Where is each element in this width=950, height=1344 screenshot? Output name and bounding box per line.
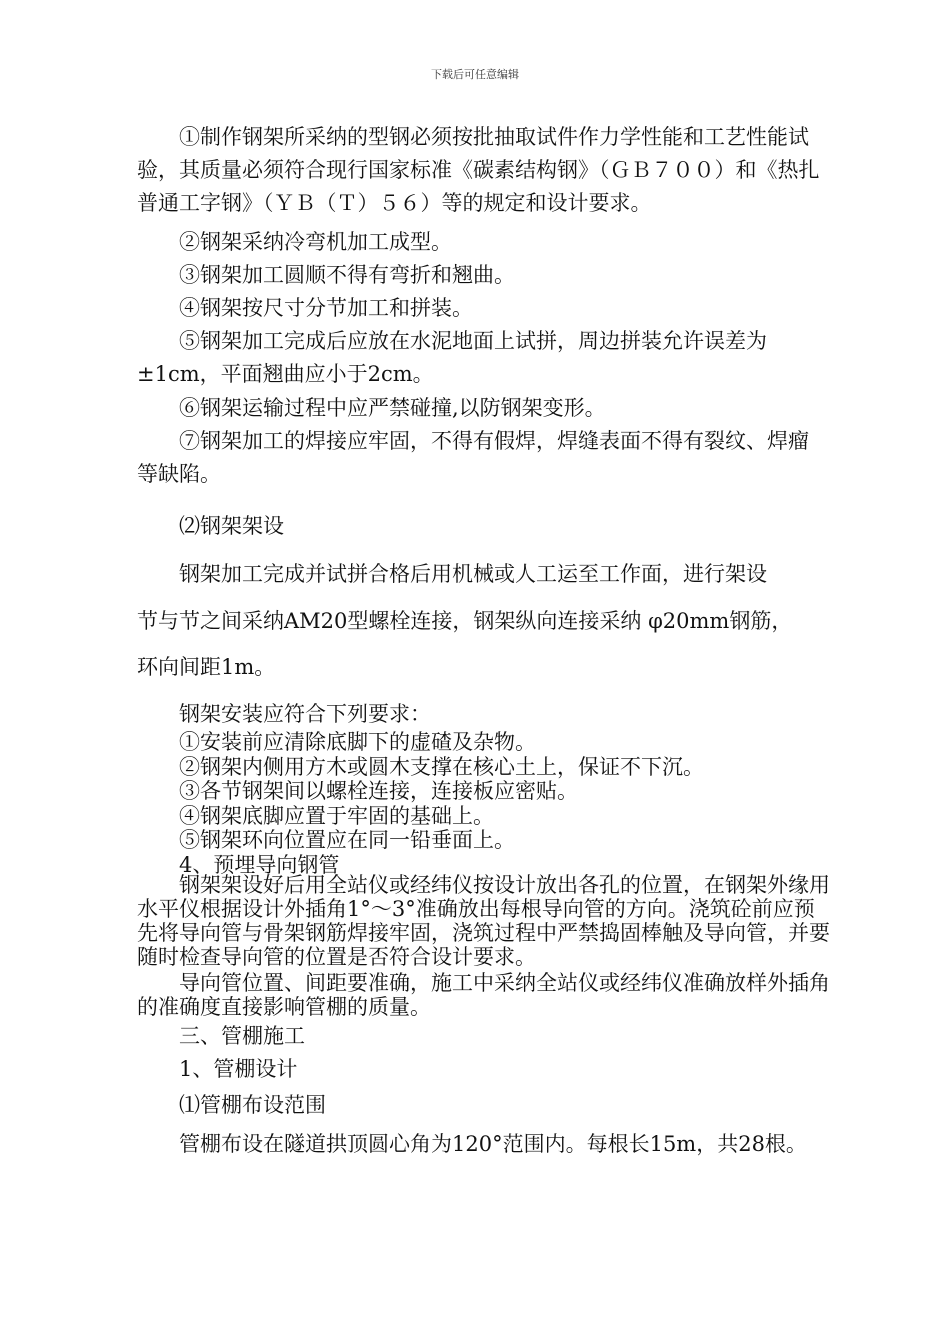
paragraph-item-4: ④钢架按尺寸分节加工和拼装。 bbox=[179, 296, 473, 320]
erection-line-1: 钢架加工完成并试拼合格后用机械或人工运至工作面，进行架设 bbox=[179, 562, 767, 586]
layout-range-paragraph: 管棚布设在隧道拱顶圆心角为120°范围内。每根长15m，共28根。 bbox=[179, 1132, 807, 1156]
section-heading-pipe-shed: 三、管棚施工 bbox=[179, 1024, 305, 1048]
paragraph-item-1: ①制作钢架所采纳的型钢必须按批抽取试件作力学性能和工艺性能试验，其质量必须符合现行国家标准《碳素结构钢》（ＧＢ７００）和《热扎普通工字钢》（ＹＢ（Ｔ）５６）等的规定和设计要求。 bbox=[137, 125, 820, 215]
install-requirement-5: ⑤钢架环向位置应在同一铅垂面上。 bbox=[179, 828, 515, 852]
section-heading-layout-range: ⑴管棚布设范围 bbox=[179, 1093, 326, 1117]
page-header-note: 下载后可任意编辑 bbox=[431, 68, 519, 81]
section-heading-steel-frame-erection: ⑵钢架架设 bbox=[179, 514, 284, 538]
paragraph-item-5: ⑤钢架加工完成后应放在水泥地面上试拼，周边拼装允许误差为±1cm，平面翘曲应小于2cm。 bbox=[137, 329, 767, 386]
install-requirement-4: ④钢架底脚应置于牢固的基础上。 bbox=[179, 804, 494, 828]
install-requirement-1: ①安装前应清除底脚下的虚碴及杂物。 bbox=[179, 730, 536, 754]
paragraph-item-2: ②钢架采纳冷弯机加工成型。 bbox=[179, 230, 452, 254]
install-requirement-3: ③各节钢架间以螺栓连接，连接板应密贴。 bbox=[179, 779, 578, 803]
install-requirements-intro: 钢架安装应符合下列要求： bbox=[179, 702, 431, 726]
install-requirement-2: ②钢架内侧用方木或圆木支撑在核心土上，保证不下沉。 bbox=[179, 755, 704, 779]
section-heading-pipe-shed-design: 1、管棚设计 bbox=[179, 1057, 298, 1081]
section-heading-guide-pipe: 4、预埋导向钢管 bbox=[179, 853, 340, 877]
guide-pipe-paragraph-2: 导向管位置、间距要准确，施工中采纳全站仪或经纬仪准确放样外插角的准确度直接影响管棚的质量。 bbox=[137, 971, 830, 1019]
erection-line-3: 环向间距1m。 bbox=[137, 655, 276, 679]
erection-line-2: 节与节之间采纳AM20型螺栓连接，钢架纵向连接采纳 φ20mm钢筋， bbox=[137, 609, 793, 633]
paragraph-item-3: ③钢架加工圆顺不得有弯折和翘曲。 bbox=[179, 263, 515, 287]
paragraph-item-7: ⑦钢架加工的焊接应牢固，不得有假焊，焊缝表面不得有裂纹、焊瘤等缺陷。 bbox=[137, 429, 809, 486]
guide-pipe-paragraph-1: 钢架架设好后用全站仪或经纬仪按设计放出各孔的位置，在钢架外缘用水平仪根据设计外插角1°～3°准确放出每根导向管的方向。浇筑砼前应预先将导向管与骨架钢筋焊接牢固，浇筑过程中严禁捣固棒触及导向管，并要随时检查导向管的位置是否符合设计要求。 bbox=[137, 873, 830, 969]
paragraph-item-6: ⑥钢架运输过程中应严禁碰撞,以防钢架变形。 bbox=[179, 396, 606, 420]
